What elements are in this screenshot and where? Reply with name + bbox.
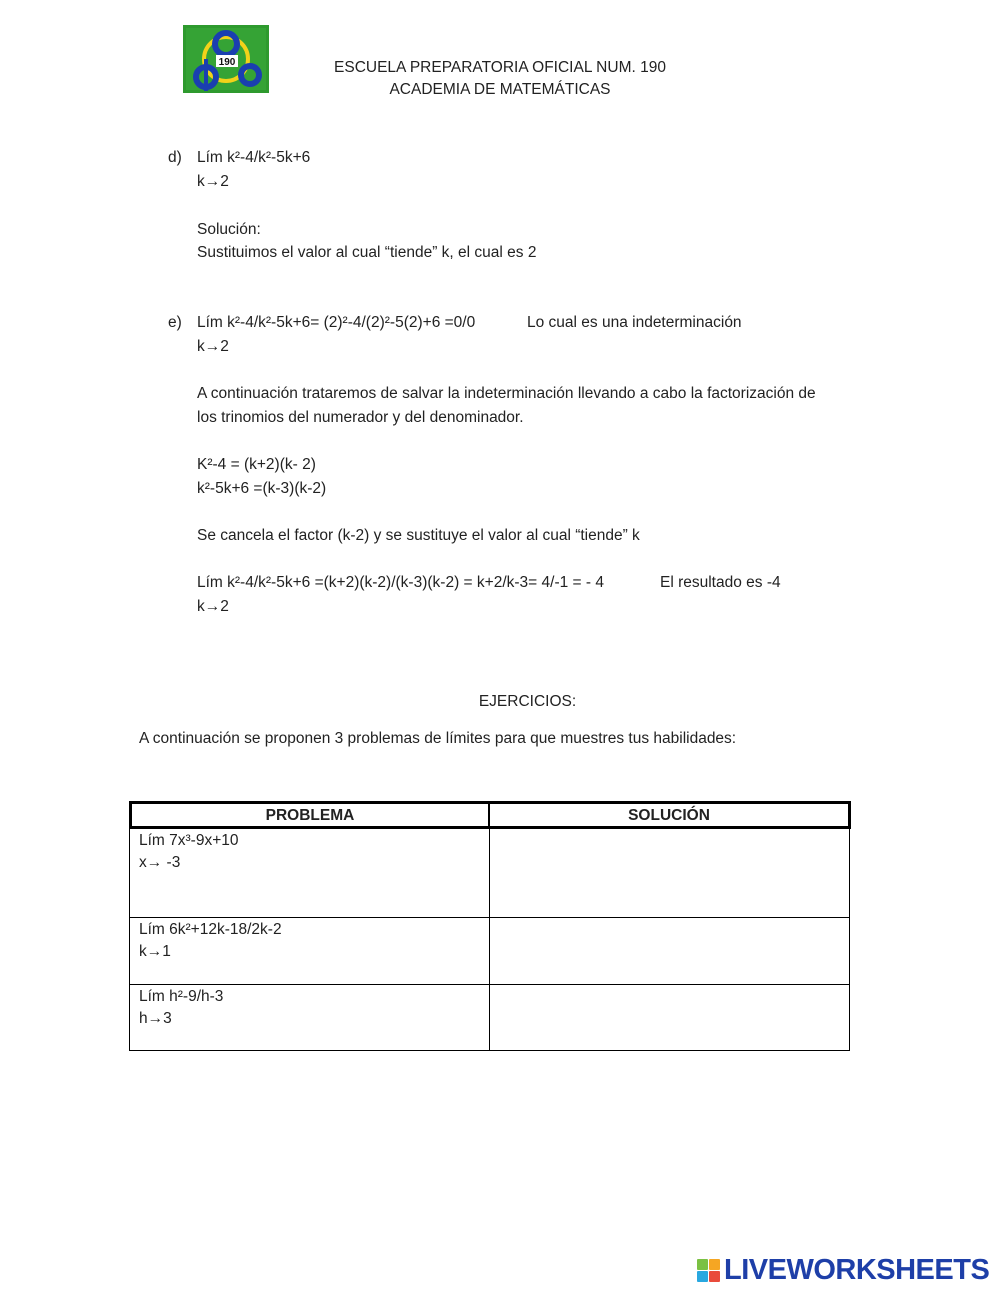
factorization-numerator: K²-4 = (k+2)(k- 2) [197,456,316,473]
exercises-title: EJERCICIOS: [478,693,577,710]
item-e-paragraph-line1: A continuación trataremos de salvar la indeterminación llevando a cabo la factorización de [197,385,816,402]
item-e-note: Lo cual es una indeterminación [527,314,742,331]
problem-3-expression: Lím h²-9/h-3 [139,988,224,1005]
school-name: ESCUELA PREPARATORIA OFICIAL NUM. 190 [334,59,666,76]
table-row-2-problem [129,918,490,985]
table-row-1-solution[interactable] [489,829,850,918]
table-row-3-problem [129,985,490,1051]
item-d-approach: k→2 [197,173,229,190]
item-e-marker: e) [168,314,182,331]
cancel-text: Se cancela el factor (k-2) y se sustituye el valor al cual “tiende” k [197,527,640,544]
exercises-intro: A continuación se proponen 3 problemas de límites para que muestres tus habilidades: [139,730,737,747]
final-result: El resultado es -4 [660,574,781,591]
brand-name: LIVEWORKSHEETS [724,1253,990,1286]
problem-1-expression: Lím 7x³-9x+10 [139,832,239,849]
item-e-approach: k→2 [197,338,229,355]
problem-2-expression: Lím 6k²+12k-18/2k-2 [139,921,282,938]
table-header-problem: PROBLEMA [129,801,490,829]
final-expression: Lím k²-4/k²-5k+6 =(k+2)(k-2)/(k-3)(k-2) = k+2/k-3= 4/-1 = - 4 [197,574,604,591]
item-d-solution-label: Solución: [197,221,261,238]
academy-name: ACADEMIA DE MATEMÁTICAS [389,81,611,98]
problem-1-approach: x→ -3 [139,854,181,871]
item-d-expression: Lím k²-4/k²-5k+6 [197,149,311,166]
liveworksheets-logo [697,1253,989,1287]
problem-3-approach: h→3 [139,1010,172,1027]
table-row-3-solution[interactable] [489,985,850,1051]
problem-2-approach: k→1 [139,943,171,960]
table-header-solution: SOLUCIÓN [488,801,851,829]
table-row-1-problem [129,829,490,918]
logo-number: 190 [218,57,236,68]
item-e-expression: Lím k²-4/k²-5k+6= (2)²-4/(2)²-5(2)+6 =0/0 [197,314,476,331]
item-d-marker: d) [168,149,182,166]
exercises-table [129,801,851,1051]
final-approach: k→2 [197,598,229,615]
item-d-solution-text: Sustituimos el valor al cual “tiende” k, el cual es 2 [197,244,537,261]
brand-blocks-icon [697,1259,720,1282]
factorization-denominator: k²-5k+6 =(k-3)(k-2) [197,480,327,497]
item-e-paragraph-line2: los trinomios del numerador y del denominador. [197,409,524,426]
table-row-2-solution[interactable] [489,918,850,985]
